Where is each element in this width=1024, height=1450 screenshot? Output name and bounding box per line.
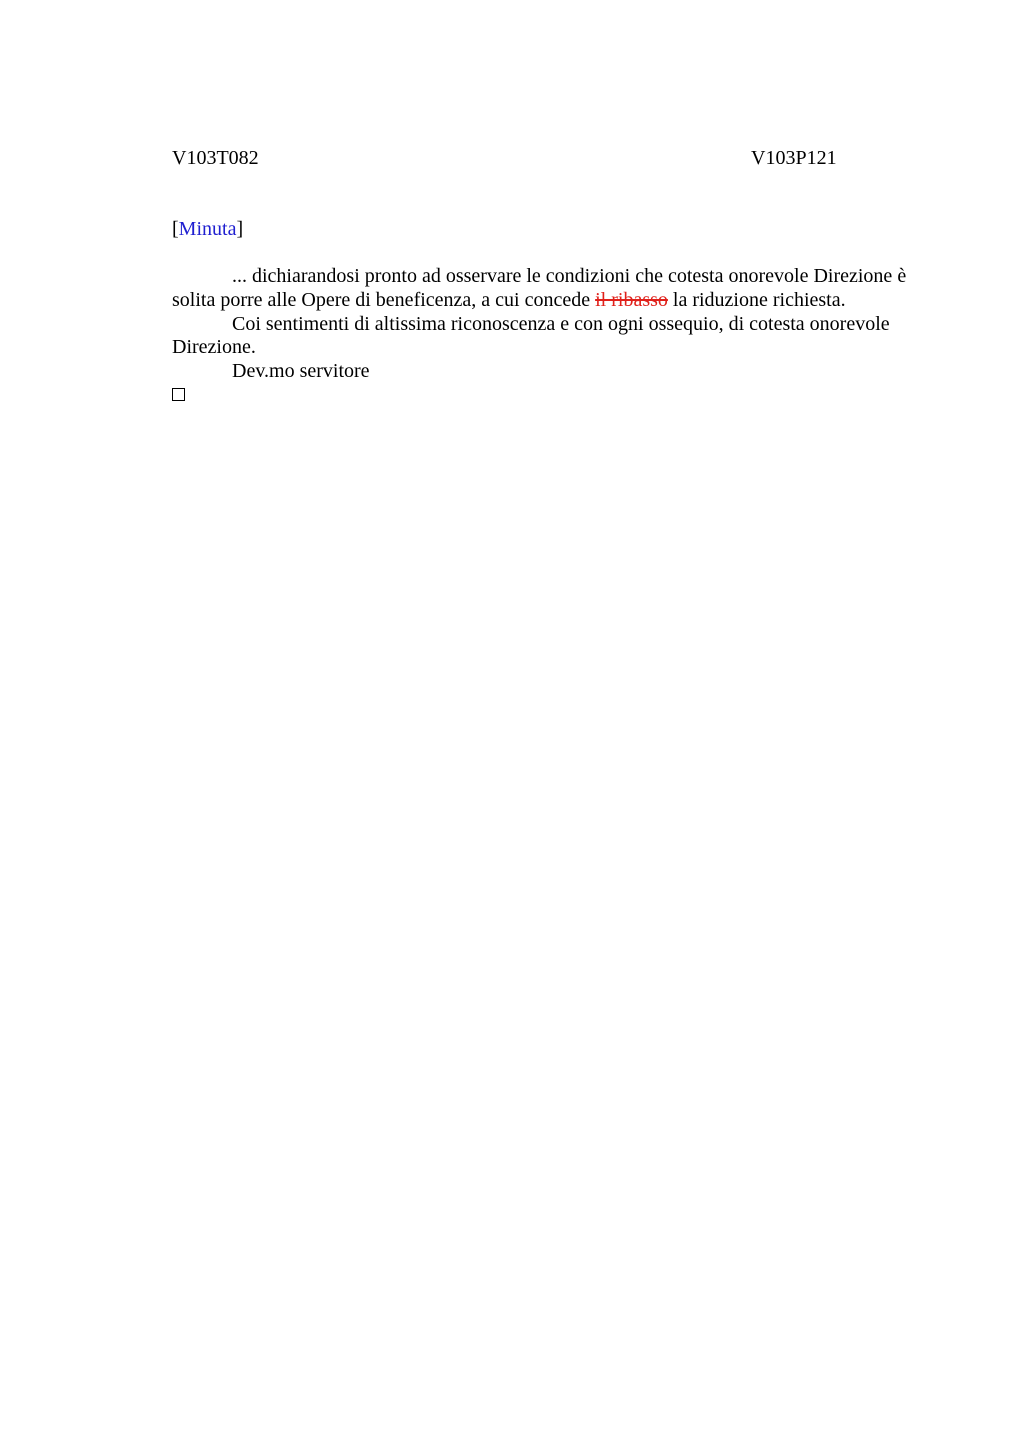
paragraph-1	[172, 265, 920, 313]
letter-body	[172, 265, 920, 384]
paragraph-1-text-end: la riduzione richiesta.	[667, 288, 846, 311]
close-bracket: ]	[236, 218, 244, 240]
open-bracket: [	[172, 218, 179, 240]
document-type-label: Minuta	[178, 218, 237, 240]
left-identifier: V103T082	[172, 147, 259, 169]
document-type	[172, 217, 243, 241]
right-identifier: V103P121	[751, 147, 837, 169]
empty-square-icon	[172, 388, 185, 401]
paragraph-2: Coi sentimenti di altissima riconoscenza e con ogni ossequio, di cotesta onorevole Direzione.	[172, 312, 890, 359]
paragraph-1-text-start: ... dichiarandosi pronto ad osservare le condizioni che cotesta onorevole Direzione è solita porre alle Opere di beneficenza, a cui concede	[172, 265, 907, 311]
document-identifiers	[172, 146, 872, 172]
closing-signature: Dev.mo servitore	[232, 360, 370, 383]
struck-text: il ribasso	[595, 288, 668, 311]
